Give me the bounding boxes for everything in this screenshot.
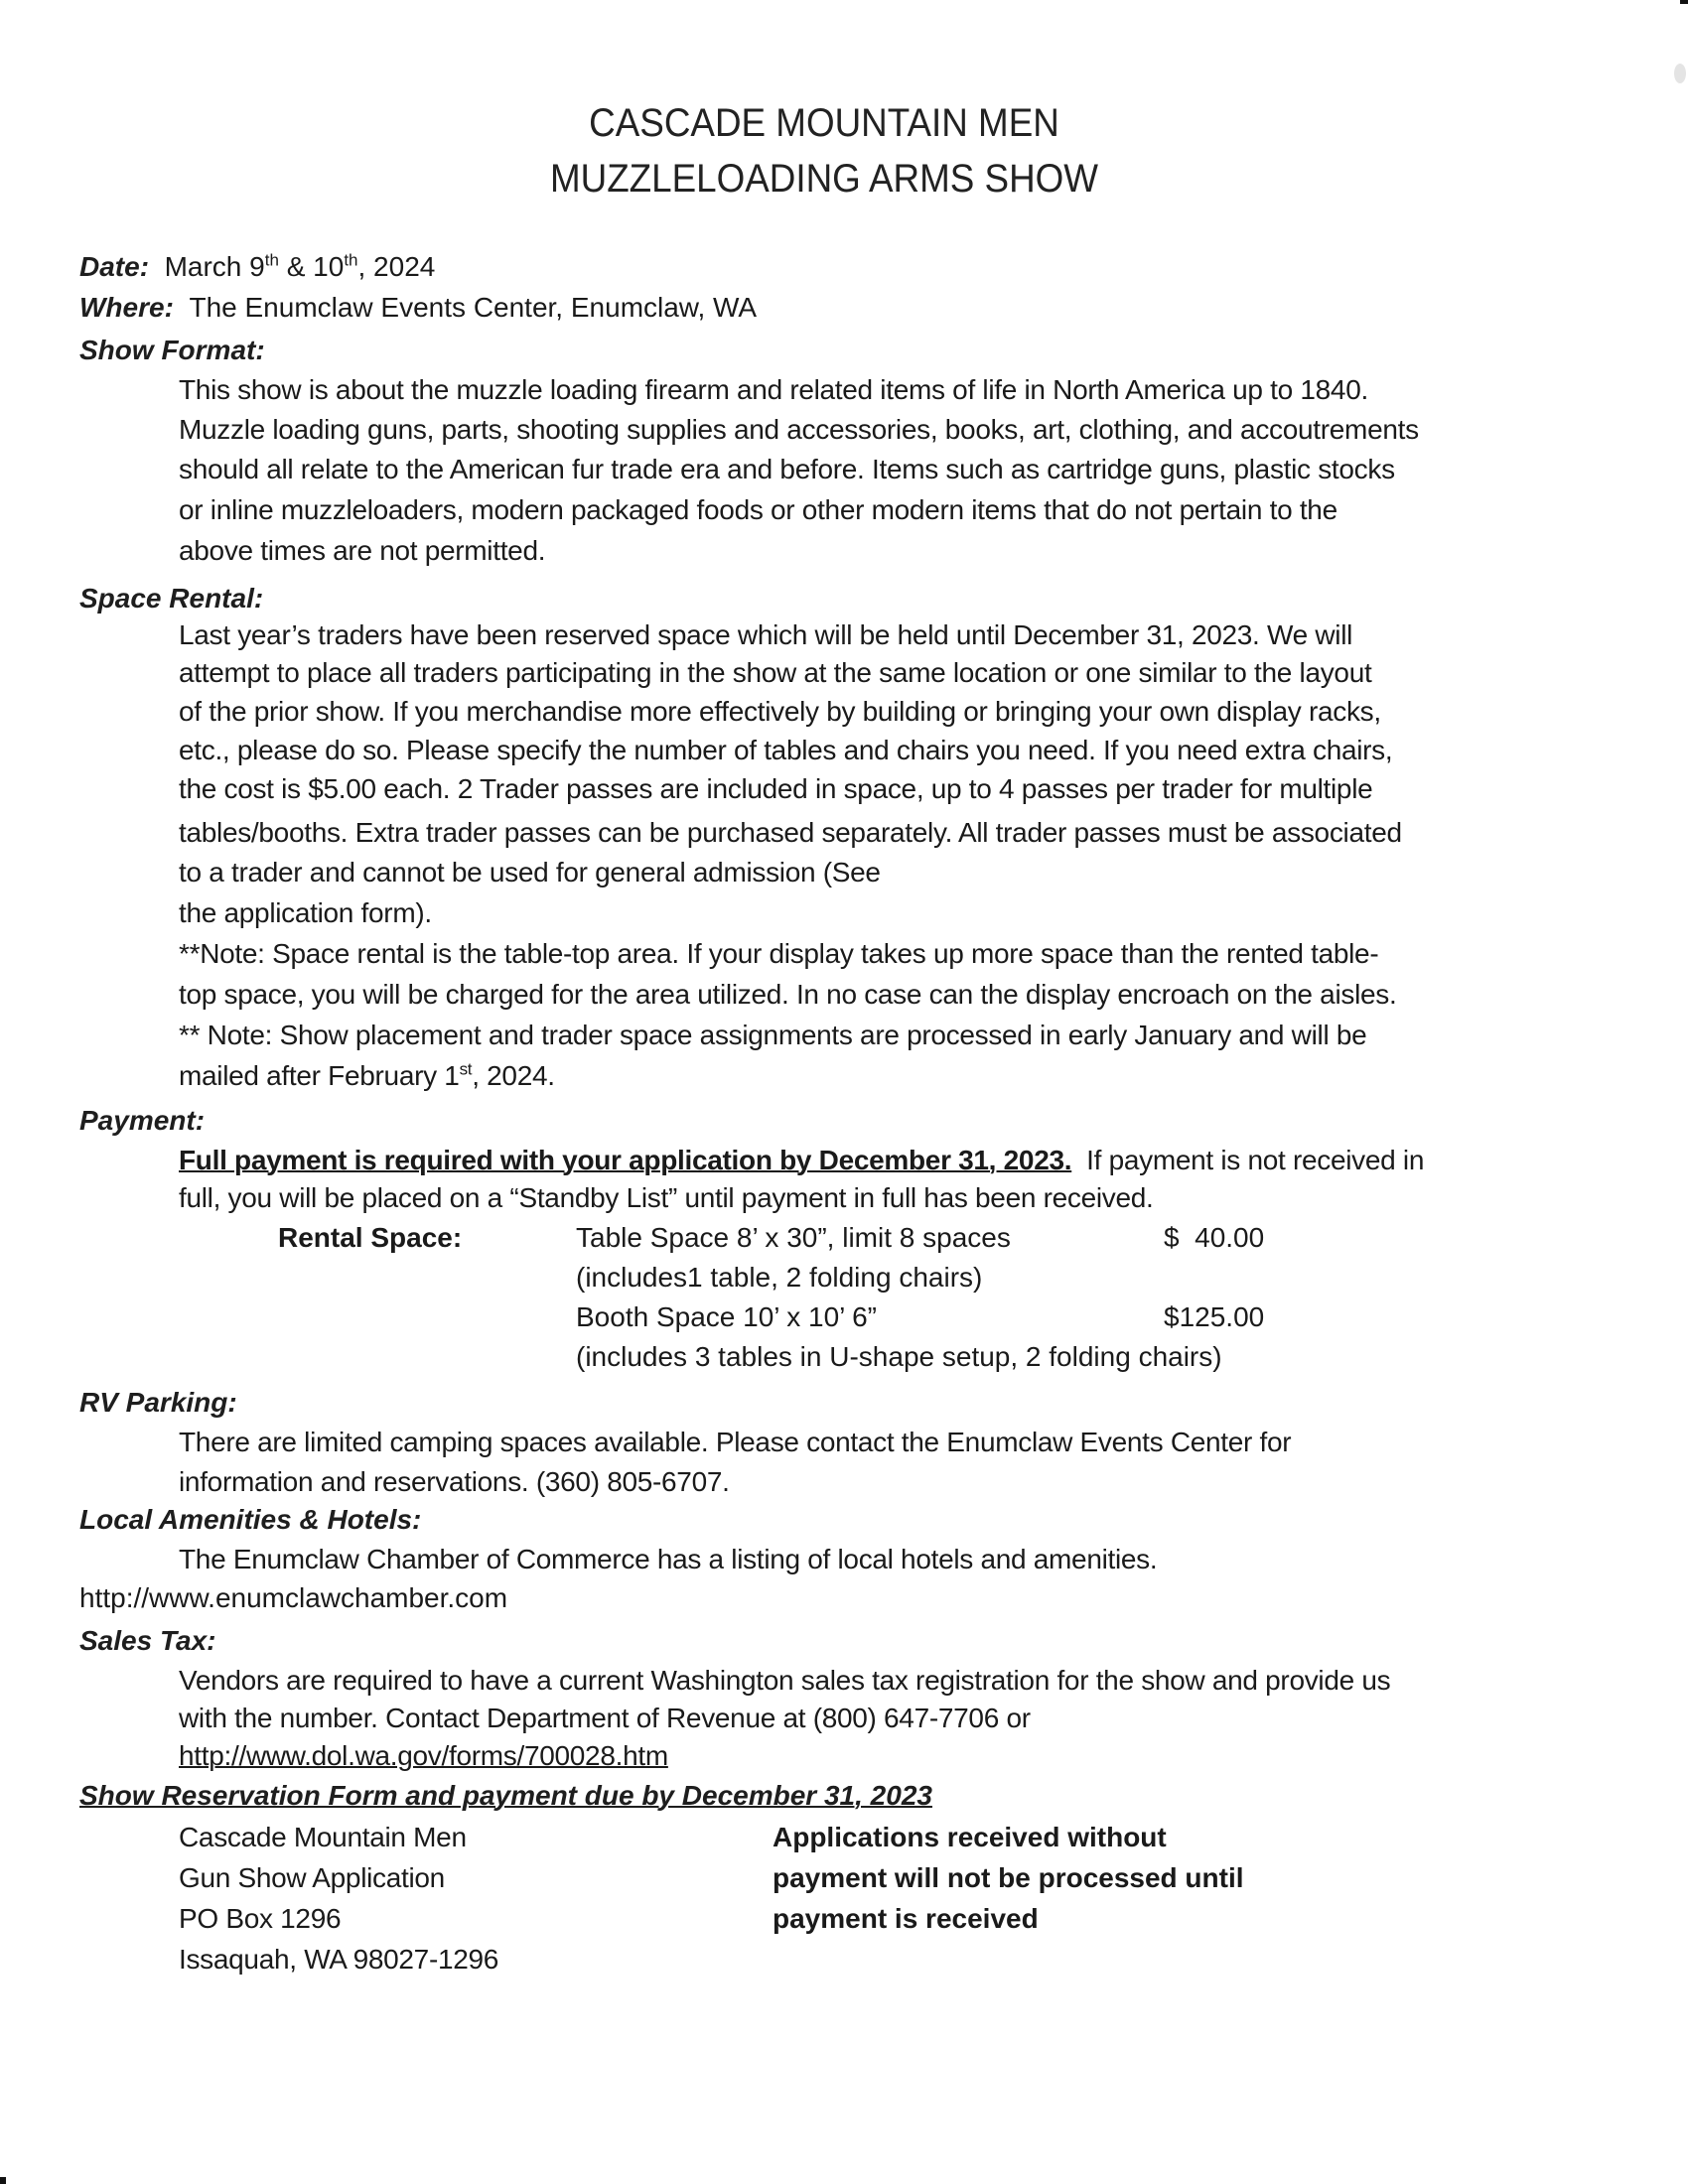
show-format-line: should all relate to the American fur trade era and before. Items such as cartridge guns, plastic stocks — [179, 454, 1395, 484]
space-rental-line: Last year’s traders have been reserved space which will be held until December 31, 2023. We will — [179, 619, 1353, 650]
address-line: Cascade Mountain Men — [179, 1822, 467, 1852]
scan-artifact — [0, 2177, 6, 2184]
amenities-line: The Enumclaw Chamber of Commerce has a listing of local hotels and amenities. — [179, 1544, 1158, 1574]
reservation-heading: Show Reservation Form and payment due by December 31, 2023 — [79, 1780, 932, 1811]
booth-space-price: $125.00 — [1164, 1301, 1265, 1332]
space-rental-note-2-cont: mailed after February 1st, 2024. — [179, 1059, 555, 1091]
where-label: Where: — [79, 292, 174, 323]
notice-line: payment is received — [773, 1903, 1039, 1934]
title-line-1: CASCADE MOUNTAIN MEN — [589, 101, 1059, 145]
show-format-heading: Show Format: — [79, 335, 265, 365]
where-row — [79, 291, 757, 325]
address-line: PO Box 1296 — [179, 1903, 342, 1934]
payment-line-1: Full payment is required with your application by December 31, 2023. If payment is not received in — [179, 1145, 1425, 1175]
show-format-line: or inline muzzleloaders, modern packaged foods or other modern items that do not pertain to the — [179, 494, 1337, 525]
scan-artifact — [1680, 0, 1688, 4]
payment-line-2: full, you will be placed on a “Standby List” until payment in full has been received. — [179, 1182, 1154, 1213]
rv-parking-heading: RV Parking: — [79, 1387, 237, 1418]
space-rental-line: tables/booths. Extra trader passes can be purchased separately. All trader passes must be associated — [179, 817, 1402, 848]
date-value: March 9th & 10th, 2024 — [164, 250, 436, 282]
booth-space-desc: Booth Space 10’ x 10’ 6” — [576, 1301, 878, 1332]
space-rental-line: the cost is $5.00 each. 2 Trader passes are included in space, up to 4 passes per trader for multiple — [179, 773, 1373, 804]
notice-line: Applications received without — [773, 1822, 1167, 1852]
amenities-heading: Local Amenities & Hotels: — [79, 1504, 422, 1535]
where-value: The Enumclaw Events Center, Enumclaw, WA — [189, 292, 758, 323]
sales-tax-line: Vendors are required to have a current Washington sales tax registration for the show and provide us — [179, 1665, 1391, 1696]
date-label: Date: — [79, 251, 150, 282]
rental-space-label: Rental Space: — [278, 1222, 463, 1253]
sales-tax-heading: Sales Tax: — [79, 1625, 216, 1656]
dol-forms-link[interactable]: http://www.dol.wa.gov/forms/700028.htm — [179, 1740, 668, 1771]
rv-parking-line: information and reservations. (360) 805-6707. — [179, 1466, 730, 1497]
booth-space-note: (includes 3 tables in U-shape setup, 2 folding chairs) — [576, 1341, 1222, 1372]
notice-line: payment will not be processed until — [773, 1862, 1244, 1893]
space-rental-line: etc., please do so. Please specify the number of tables and chairs you need. If you need extra chairs, — [179, 735, 1393, 765]
table-space-desc: Table Space 8’ x 30”, limit 8 spaces — [576, 1222, 1011, 1253]
sales-tax-line: with the number. Contact Department of Revenue at (800) 647-7706 or — [179, 1703, 1031, 1733]
payment-deadline-emphasis: Full payment is required with your application by December 31, 2023. — [179, 1145, 1072, 1175]
title-line-2: MUZZLELOADING ARMS SHOW — [549, 157, 1099, 201]
address-line: Issaquah, WA 98027-1296 — [179, 1944, 499, 1975]
space-rental-line: to a trader and cannot be used for general admission (See — [179, 857, 881, 887]
show-format-line: This show is about the muzzle loading firearm and related items of life in North America up to 1840. — [179, 374, 1368, 405]
space-rental-line: attempt to place all traders participating in the show at the same location or one similar to the layout — [179, 657, 1372, 688]
space-rental-heading: Space Rental: — [79, 583, 264, 614]
chamber-url-link[interactable]: http://www.enumclawchamber.com — [79, 1582, 508, 1613]
table-space-price: $ 40.00 — [1164, 1222, 1265, 1253]
scan-artifact — [1674, 64, 1686, 83]
rv-parking-line: There are limited camping spaces available. Please contact the Enumclaw Events Center for — [179, 1427, 1292, 1457]
space-rental-note-1-cont: top space, you will be charged for the area utilized. In no case can the display encroach on the aisles. — [179, 979, 1397, 1010]
date-row — [79, 250, 435, 284]
payment-heading: Payment: — [79, 1105, 206, 1136]
address-line: Gun Show Application — [179, 1862, 445, 1893]
space-rental-line: the application form). — [179, 897, 432, 928]
show-format-line: Muzzle loading guns, parts, shooting supplies and accessories, books, art, clothing, and accoutrements — [179, 414, 1419, 445]
space-rental-line: of the prior show. If you merchandise more effectively by building or bringing your own display racks, — [179, 696, 1381, 727]
space-rental-note-1: **Note: Space rental is the table-top area. If your display takes up more space than the rented table- — [179, 938, 1379, 969]
show-format-line: above times are not permitted. — [179, 535, 546, 566]
space-rental-note-2: ** Note: Show placement and trader space assignments are processed in early January and will be — [179, 1020, 1367, 1050]
table-space-note: (includes1 table, 2 folding chairs) — [576, 1262, 983, 1293]
